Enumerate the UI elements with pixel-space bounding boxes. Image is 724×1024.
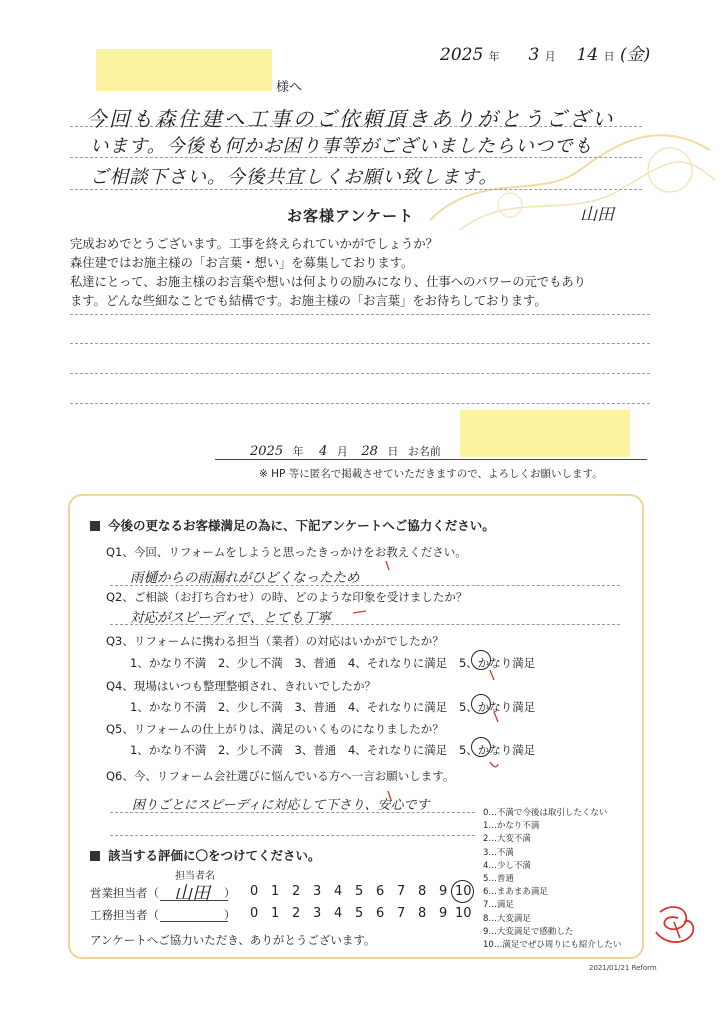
rating-square-icon <box>90 851 100 861</box>
message-line-4 <box>70 403 650 404</box>
intro-line-3: 私達にとって、お施主様のお言葉や想いは何よりの励みになり、仕事へのパワーの元でもあり <box>70 275 586 289</box>
recipient-redaction <box>96 49 272 91</box>
letter-line-2: います。今後も何かお困り事等がございましたらいつでも <box>90 136 593 157</box>
construction-score-7: 7 <box>397 906 406 921</box>
intro-line-1: 完成おめでとうございます。工事を終えられていかがでしょうか？ <box>70 237 438 251</box>
q5-selected-circle <box>471 737 491 757</box>
letter-date-day: 14 <box>576 45 599 65</box>
questionnaire-heading <box>90 516 495 534</box>
questionnaire-heading-text: 今後の更なるお客様満足の為に、下記アンケートへご協力ください。 <box>108 518 495 533</box>
rating-heading <box>90 846 321 864</box>
intro-line-4: ます。どんな些細なことでも結構です。お施主様の「お言葉」をお待ちしております。 <box>70 294 547 308</box>
sales-score-8: 8 <box>418 884 427 899</box>
survey-title: お客様アンケート <box>287 207 415 225</box>
construction-score-5: 5 <box>355 906 364 921</box>
construction-name-underline <box>160 921 228 922</box>
letter-date-year-unit: 年 <box>488 50 500 63</box>
legend-2: 2…大変不満 <box>483 834 531 845</box>
q6-text: Q6、今、リフォーム会社選びに悩んでいる方へ一言お願いします。 <box>106 769 455 783</box>
q1-text: Q1、今回、リフォームをしようと思ったきっかけをお教えください。 <box>106 545 467 559</box>
sales-label: 営業担当者（ <box>90 886 159 900</box>
heading-square-icon <box>90 521 100 531</box>
date-name-underline <box>215 459 647 460</box>
message-line-2 <box>70 343 650 344</box>
survey-date-day: 28 <box>361 444 378 459</box>
q3-option-2: 2、少し不満 <box>217 656 283 670</box>
sales-score-1: 1 <box>271 884 280 899</box>
q4-option-5-label: かなり満足 <box>477 700 536 714</box>
q3-option-5-label: かなり満足 <box>477 656 536 670</box>
sales-staff-name: 山田 <box>174 883 210 904</box>
q5-option-1: 1、かなり不満 <box>130 743 207 757</box>
survey-date-year-unit: 年 <box>292 445 304 458</box>
sales-score-3: 3 <box>313 884 322 899</box>
red-check-q5 <box>488 758 500 772</box>
construction-label: 工務担当者（ <box>90 908 159 922</box>
q1-answer: 雨樋からの雨漏れがひどくなったため <box>130 570 360 586</box>
survey-date-month-unit: 月 <box>336 445 348 458</box>
legend-9: 9…大変満足で感動した <box>483 926 574 937</box>
construction-score-1: 1 <box>271 906 280 921</box>
q6-answer: 困りごとにスピーディに対応して下さり、安心です <box>132 798 430 813</box>
legend-5: 5…普通 <box>483 873 514 884</box>
sales-score-2: 2 <box>292 884 301 899</box>
recipient-suffix: 様へ <box>276 80 303 95</box>
construction-close-paren: ） <box>224 908 236 922</box>
q3-text: Q3、リフォームに携わる担当（業者）の対応はいかがでしたか？ <box>106 634 444 648</box>
letter-rule-3 <box>70 189 642 190</box>
q2-text: Q2、ご相談（お打ち合わせ）の時、どのような印象を受けましたか？ <box>106 590 468 604</box>
sales-score-selected-circle <box>451 880 474 903</box>
letter-line-3: ご相談下さい。今後共宜しくお願い致します。 <box>90 167 499 188</box>
legend-3: 3…不満 <box>483 847 514 858</box>
construction-score-9: 9 <box>439 906 448 921</box>
q5-option-4: 4、それなりに満足 <box>347 743 448 757</box>
q2-answer-line <box>110 624 620 625</box>
sales-score-9: 9 <box>439 884 448 899</box>
q4-text: Q4、現場はいつも整理整頓され、きれいでしたか？ <box>106 679 377 693</box>
message-line-3 <box>70 373 650 374</box>
q4-option-4: 4、それなりに満足 <box>347 700 448 714</box>
q5-option-2: 2、少し不満 <box>217 743 283 757</box>
sales-score-10: 10 <box>455 884 472 899</box>
name-label: お名前 <box>407 445 441 458</box>
letter-signature: 山田 <box>580 205 614 225</box>
q4-option-5: 5、 <box>458 700 478 714</box>
construction-score-10: 10 <box>455 906 472 921</box>
q1-answer-line <box>110 585 620 586</box>
q3-option-3: 3、普通 <box>294 656 337 670</box>
intro-line-2: 森住建ではお施主様の「お言葉・想い」を募集しております。 <box>70 256 414 270</box>
sales-score-6: 6 <box>376 884 385 899</box>
survey-date-month: 4 <box>319 444 328 459</box>
red-check-q1 <box>383 560 393 572</box>
q6-answer-line-2 <box>110 835 475 836</box>
q3-option-4: 4、それなりに満足 <box>347 656 448 670</box>
q4-selected-circle <box>471 694 491 714</box>
red-signature-stamp <box>650 898 696 948</box>
legend-4: 4…少し不満 <box>483 860 531 871</box>
legend-6: 6…まあまあ満足 <box>483 887 548 898</box>
red-check-q4 <box>492 710 502 724</box>
letter-date-day-unit: 日 <box>603 50 615 63</box>
q4-option-2: 2、少し不満 <box>217 700 283 714</box>
red-check-q2 <box>352 608 368 616</box>
thanks-text: アンケートへご協力いただき、ありがとうございます。 <box>90 933 376 947</box>
construction-score-8: 8 <box>418 906 427 921</box>
legend-1: 1…かなり不満 <box>483 821 540 832</box>
form-version: 2021/01/21 Reform <box>589 964 657 972</box>
letter-date-month-unit: 月 <box>544 50 556 63</box>
rating-legend <box>483 806 621 951</box>
construction-score-4: 4 <box>334 906 343 921</box>
survey-intro <box>70 234 670 310</box>
name-redaction <box>460 410 630 457</box>
staff-name-label: 担当者名 <box>175 871 215 882</box>
letter-date-month: 3 <box>528 45 540 65</box>
sales-score-0: 0 <box>250 884 259 899</box>
q4-option-3: 3、普通 <box>294 700 337 714</box>
anonymous-note: ※ HP 等に匿名で掲載させていただきますので、よろしくお願いします。 <box>259 468 603 480</box>
sales-name-underline <box>160 900 228 901</box>
survey-date-year: 2025 <box>250 444 284 459</box>
red-check-q3 <box>488 668 498 682</box>
q3-selected-circle <box>471 650 491 670</box>
letter-date <box>440 40 650 65</box>
q2-answer: 対応がスピーディで、とても丁寧 <box>130 610 331 626</box>
sales-score-5: 5 <box>355 884 364 899</box>
legend-7: 7…満足 <box>483 900 514 911</box>
letter-line-1: 今回も森住建へ工事のご依頼頂きありがとうござい <box>86 107 615 131</box>
red-check-q6 <box>385 790 395 802</box>
legend-10: 10…満足でぜひ周りにも紹介したい <box>483 939 622 950</box>
letter-section <box>0 0 724 230</box>
sales-score-7: 7 <box>397 884 406 899</box>
construction-score-3: 3 <box>313 906 322 921</box>
q5-option-5-label: かなり満足 <box>477 743 536 757</box>
letter-date-weekday: (金) <box>619 45 651 65</box>
q3-option-5: 5、 <box>458 656 478 670</box>
letter-date-year: 2025 <box>440 45 484 65</box>
q5-text: Q5、リフォームの仕上がりは、満足のいくものになりましたか？ <box>106 722 444 736</box>
q4-option-1: 1、かなり不満 <box>130 700 207 714</box>
construction-score-0: 0 <box>250 906 259 921</box>
rating-heading-text: 該当する評価に〇をつけてください。 <box>108 848 321 863</box>
message-line-1 <box>70 314 650 315</box>
sales-score-4: 4 <box>334 884 343 899</box>
sales-close-paren: ） <box>224 886 236 900</box>
q3-option-1: 1、かなり不満 <box>130 656 207 670</box>
construction-score-6: 6 <box>376 906 385 921</box>
legend-0: 0…不満で今後は取引したくない <box>483 808 608 818</box>
legend-8: 8…大変満足 <box>483 913 531 924</box>
survey-date-row <box>250 443 441 459</box>
q5-option-5: 5、 <box>458 743 478 757</box>
q6-answer-line-1 <box>110 812 475 813</box>
survey-date-day-unit: 日 <box>387 445 399 458</box>
construction-score-2: 2 <box>292 906 301 921</box>
q5-option-3: 3、普通 <box>294 743 337 757</box>
